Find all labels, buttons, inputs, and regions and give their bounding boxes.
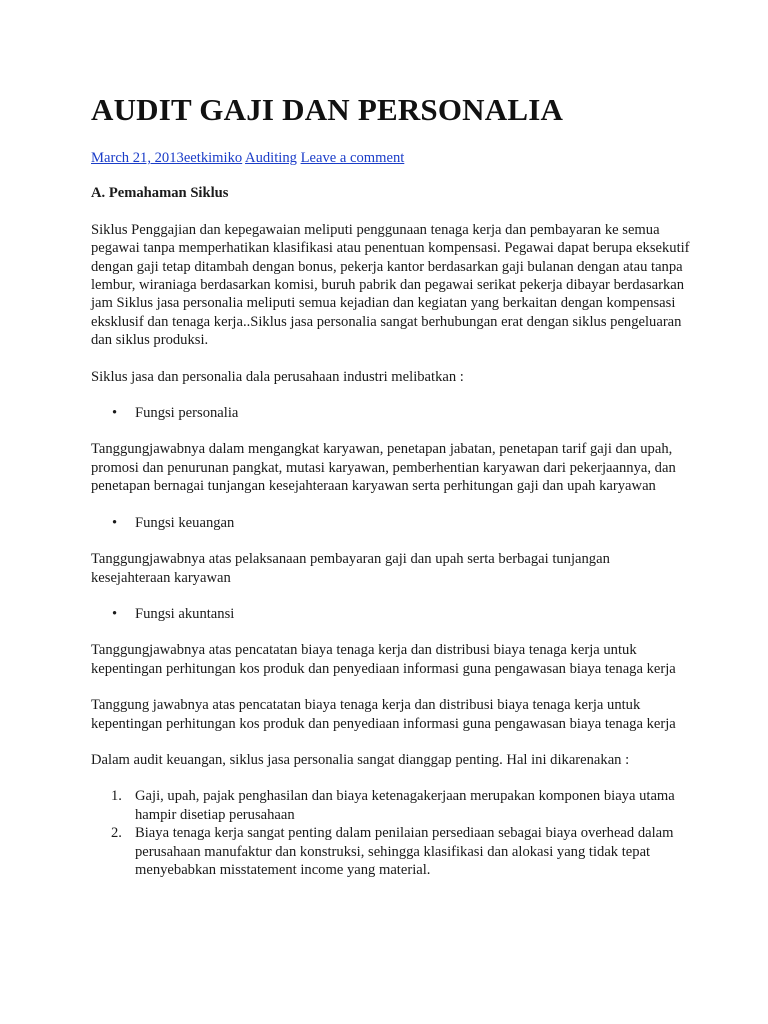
bullet-list-personalia bbox=[91, 404, 691, 422]
page-title: AUDIT GAJI DAN PERSONALIA bbox=[91, 92, 564, 127]
audit-reason-paragraph: Dalam audit keuangan, siklus jasa personalia sangat dianggap penting. Hal ini dikarenakan : bbox=[91, 751, 630, 768]
list-item-text: Biaya tenaga kerja sangat penting dalam penilaian persediaan sebagai biaya overhead dalam perusahaan manufaktur dan konstruksi, sehingga klasifikasi dan alokasi yang tidak tepat menyebabkan misstatement income yang material. bbox=[135, 825, 674, 878]
bullet-list-akuntansi bbox=[91, 605, 691, 623]
list-item-label: Fungsi keuangan bbox=[135, 514, 235, 531]
list-item bbox=[112, 404, 691, 422]
list-number: 2. bbox=[111, 825, 122, 842]
list-item bbox=[112, 514, 691, 532]
post-meta bbox=[91, 149, 691, 167]
section-heading: A. Pemahaman Siklus bbox=[91, 185, 229, 202]
list-item-label: Fungsi personalia bbox=[135, 405, 239, 422]
list-number: 1. bbox=[111, 788, 122, 805]
category-link[interactable]: Auditing bbox=[245, 150, 297, 166]
lead-paragraph: Siklus jasa dan personalia dala perusahaan industri melibatkan : bbox=[91, 368, 464, 385]
list-item bbox=[111, 787, 691, 824]
date-author-link[interactable]: March 21, 2013eetkimiko bbox=[91, 150, 243, 166]
bullet-icon: • bbox=[112, 405, 118, 422]
article bbox=[91, 92, 691, 879]
bullet-icon: • bbox=[112, 605, 118, 622]
akuntansi-paragraph-1: Tanggungjawabnya atas pencatatan biaya tenaga kerja dan distribusi biaya tenaga kerja untuk kepentingan perhitungan kos produk dan penyediaan informasi guna pengawasan biaya tenaga kerja bbox=[91, 642, 676, 677]
bullet-icon: • bbox=[112, 514, 118, 531]
list-item-label: Fungsi akuntansi bbox=[135, 605, 235, 622]
list-item-text: Gaji, upah, pajak penghasilan dan biaya ketenagakerjaan merupakan komponen biaya utama hampir disetiap perusahaan bbox=[135, 788, 675, 823]
intro-paragraph: Siklus Penggajian dan kepegawaian meliputi penggunaan tenaga kerja dan pembayaran ke semua pegawai tanpa memperhatikan klasifikasi atau penentuan kompensasi. Pegawai dapat berupa eksekutif dengan gaji tetap ditambah dengan bonus, pekerja kantor berdasarkan gaji bulanan dengan atau tanpa lembur, wiraniaga berdasarkan komisi, buruh pabrik dan pegawai serikat pekerja dibayar berdasarkan jam Siklus jasa personalia meliputi semua kejadian dan kegiatan yang berkaitan dengan kompensasi eksklusif dan tenaga kerja..Siklus jasa personalia sangat berhubungan erat dengan siklus pengeluaran dan siklus produksi. bbox=[91, 221, 690, 349]
keuangan-paragraph: Tanggungjawabnya atas pelaksanaan pembayaran gaji dan upah serta berbagai tunjangan kesejahteraan karyawan bbox=[91, 551, 610, 586]
list-item bbox=[112, 605, 691, 623]
list-item bbox=[111, 824, 691, 879]
akuntansi-paragraph-2: Tanggung jawabnya atas pencatatan biaya tenaga kerja dan distribusi biaya tenaga kerja untuk kepentingan perhitungan kos produk dan penyediaan informasi guna pengawasan biaya tenaga kerja bbox=[91, 697, 676, 732]
numbered-list bbox=[91, 787, 691, 879]
personalia-paragraph: Tanggungjawabnya dalam mengangkat karyawan, penetapan jabatan, penetapan tarif gaji dan upah, promosi dan penurunan pangkat, mutasi karyawan, pemberhentian karyawan dari pekerjaannya, dan penetapan bernagai tunjangan kesejahteraan karyawan serta perhitungan gaji dan upah karyawan bbox=[91, 441, 676, 495]
leave-comment-link[interactable]: Leave a comment bbox=[300, 150, 405, 166]
bullet-list-keuangan bbox=[91, 514, 691, 532]
